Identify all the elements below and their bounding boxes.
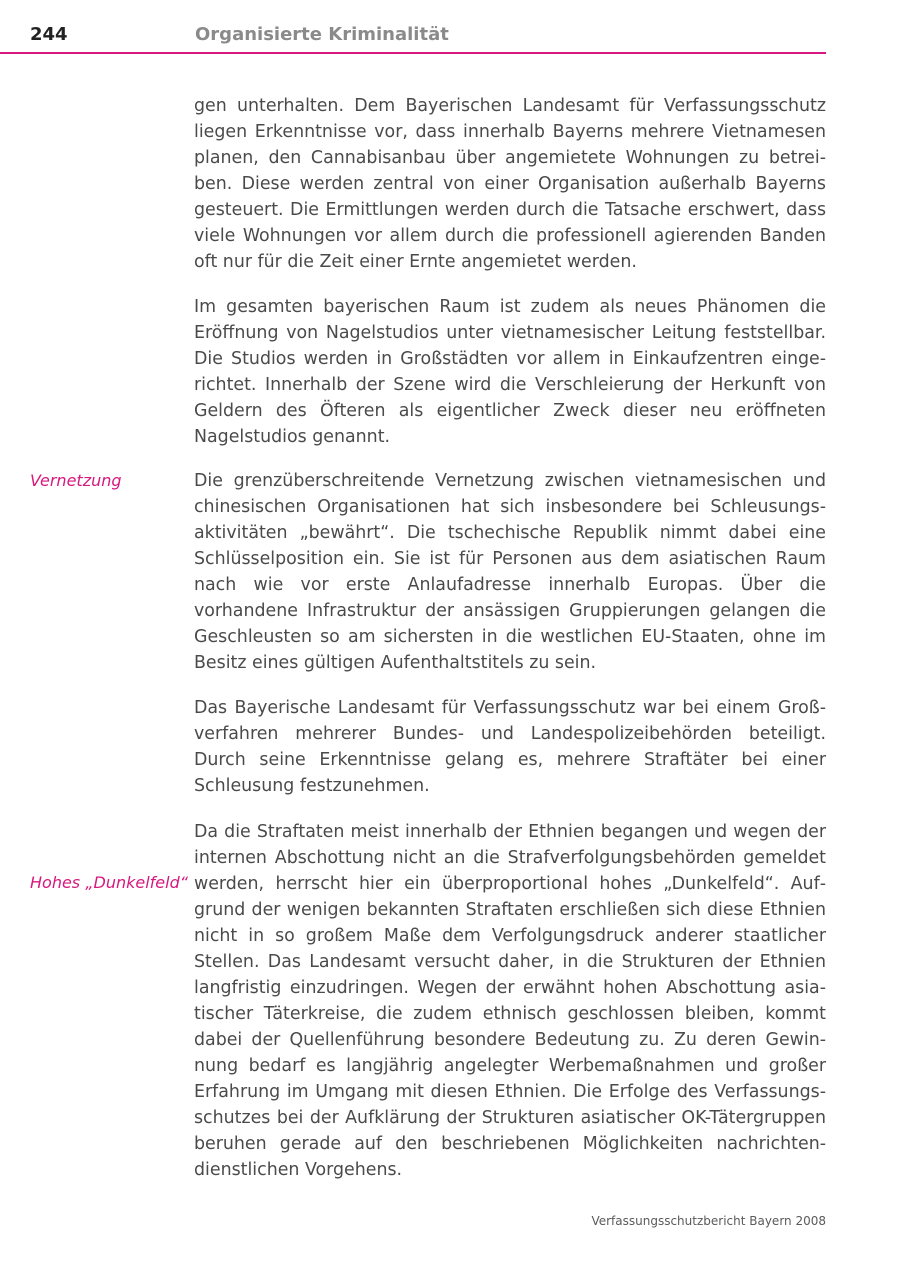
page-footer: Verfassungsschutzbericht Bayern 2008 xyxy=(591,1214,826,1228)
page-number: 244 xyxy=(30,24,68,45)
side-note-vernetzung: Vernetzung xyxy=(30,471,122,490)
page-header xyxy=(0,0,826,54)
paragraph-grossverfahren: Das Bayerische Landesamt für Verfassungsschutz war bei einem Großverfahren mehrerer Bundes- und Landespolizeibehörden beteiligt. Durch seine Erkenntnisse gelang es, mehrere Straftäter bei einer Schleusung festzunehmen. xyxy=(194,698,826,796)
paragraph-nagelstudios: Im gesamten bayerischen Raum ist zudem als neues Phänomen die Eröffnung von Nagelstudios unter vietnamesischer Leitung feststellbar. Die Studios werden in Großstädten vor allem in Einkaufzentren eingerichtet. Innerhalb der Szene wird die Verschleierung der Herkunft von Geldern des Öfteren als eigentlicher Zweck dieser neu eröffneten Nagelstudios genannt. xyxy=(194,297,826,447)
running-title: Organisierte Kriminalität xyxy=(195,24,449,45)
paragraph-cannabis: gen unterhalten. Dem Bayerischen Landesamt für Verfassungsschutz liegen Erkenntnisse vor, dass innerhalb Bayerns mehrere Vietnamesen planen, den Cannabisanbau über angemietete Wohnungen zu betreiben. Diese werden zentral von einer Organisation außerhalb Bayerns gesteuert. Die Ermittlungen werden durch die Tatsache erschwert, dass viele Wohnungen vor allem durch die professionell agierenden Banden oft nur für die Zeit einer Ernte angemietet werden. xyxy=(194,96,826,272)
paragraph-dunkelfeld: Da die Straftaten meist innerhalb der Ethnien begangen und wegen der internen Abschottung nicht an die Strafverfolgungsbehörden gemeldet werden, herrscht hier ein überproportional hohes „Dunkelfeld“. Aufgrund der wenigen bekannten Straftaten erschließen sich diese Ethnien nicht in so großem Maße dem Verfolgungsdruck anderer staatlicher Stellen. Das Landesamt versucht daher, in die Strukturen der Ethnien langfristig einzudringen. Wegen der erwähnt hohen Abschottung asiatischer Täterkreise, die zudem ethnisch geschlossen bleiben, kommt dabei der Quellenführung besondere Bedeutung zu. Zu deren Gewinnung bedarf es langjährig angelegter Werbemaßnahmen und großer Erfahrung im Umgang mit diesen Ethnien. Die Erfolge des Verfassungsschutzes bei der Aufklärung der Strukturen asiatischer OK-Tätergruppen beruhen gerade auf den beschriebenen Möglichkeiten nachrichtendienstlichen Vorgehens. xyxy=(194,822,826,1180)
side-note-dunkelfeld: Hohes „Dunkelfeld“ xyxy=(30,873,189,892)
paragraph-vernetzung: Die grenzüberschreitende Vernetzung zwischen vietnamesischen und chinesischen Organisationen hat sich insbesondere bei Schleusungsaktivitäten „bewährt“. Die tschechische Republik nimmt dabei eine Schlüsselposition ein. Sie ist für Personen aus dem asiatischen Raum nach wie vor erste Anlaufadresse innerhalb Europas. Über die vorhandene Infrastruktur der ansässigen Gruppierungen gelangen die Geschleusten so am sichersten in die westlichen EU-Staaten, ohne im Besitz eines gültigen Aufenthaltstitels zu sein. xyxy=(194,471,826,673)
